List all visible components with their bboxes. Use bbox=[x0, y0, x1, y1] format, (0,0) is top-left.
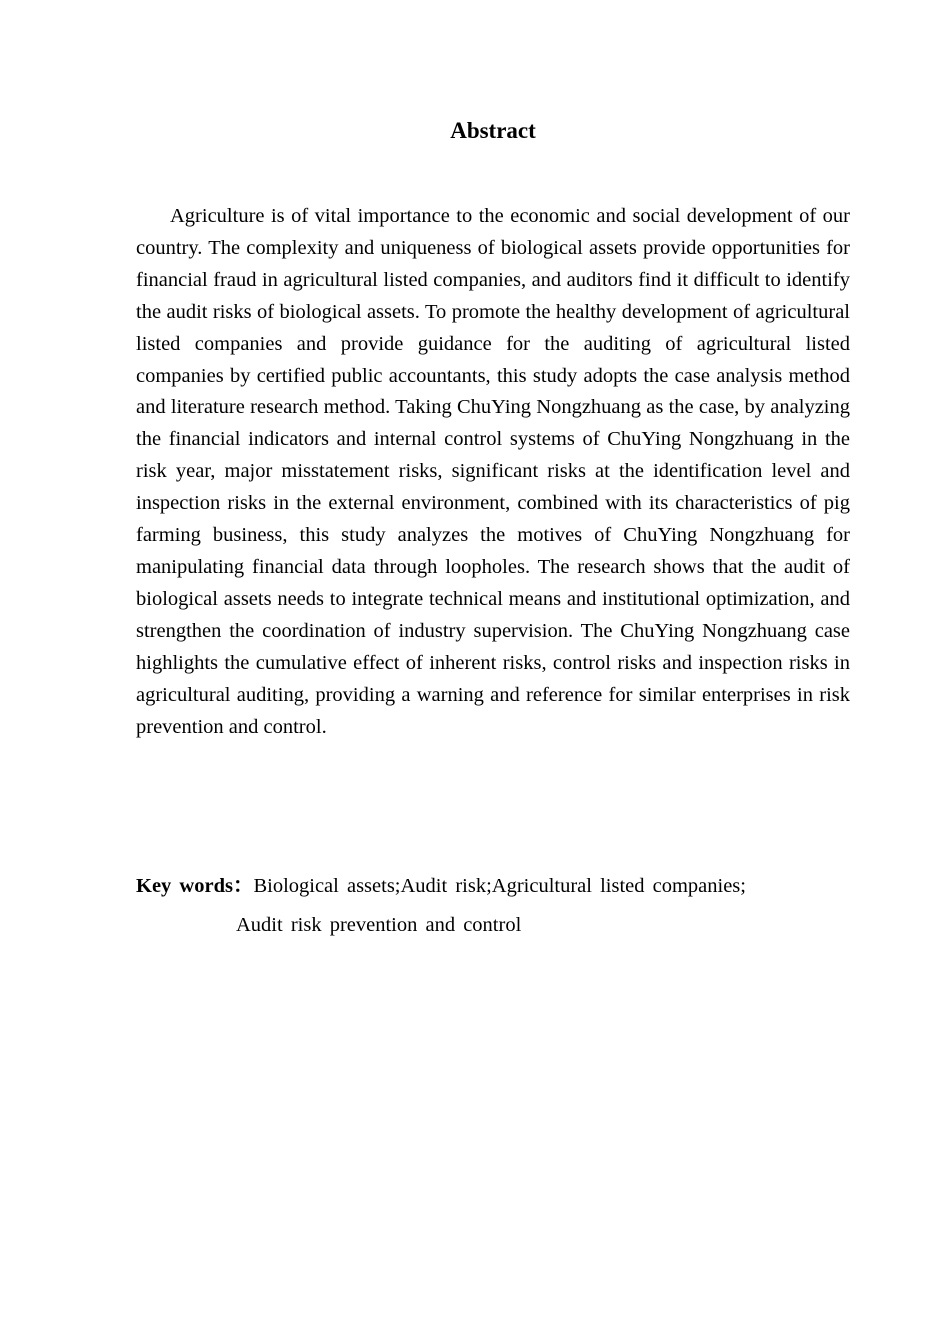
keywords-list-line1: Biological assets;Audit risk;Agricultural listed companies; bbox=[253, 875, 746, 897]
keywords-label: Key words： bbox=[136, 875, 254, 897]
abstract-body: Agriculture is of vital importance to the economic and social development of our country. The complexity and uniqueness of biological assets provide opportunities for financial fraud in agricultural listed companies, and auditors find it difficult to identify the audit risks of biological assets. To promote the healthy development of agricultural listed companies and provide guidance for the auditing of agricultural listed companies by certified public accountants, this study adopts the case analysis method and literature research method. Taking ChuYing Nongzhuang as the case, by analyzing the financial indicators and internal control systems of ChuYing Nongzhuang in the risk year, major misstatement risks, significant risks at the identification level and inspection risks in the external environment, combined with its characteristics of pig farming business, this study analyzes the motives of ChuYing Nongzhuang for manipulating financial data through loopholes. The research shows that the audit of biological assets needs to integrate technical means and institutional optimization, and strengthen the coordination of industry supervision. The ChuYing Nongzhuang case highlights the cumulative effect of inherent risks, control risks and inspection risks in agricultural auditing, providing a warning and reference for similar enterprises in risk prevention and control. bbox=[136, 205, 850, 738]
abstract-title: Abstract bbox=[450, 118, 536, 143]
keywords-section bbox=[136, 867, 850, 945]
keywords-first-line bbox=[136, 867, 850, 906]
keywords-list-line2: Audit risk prevention and control bbox=[236, 914, 522, 936]
